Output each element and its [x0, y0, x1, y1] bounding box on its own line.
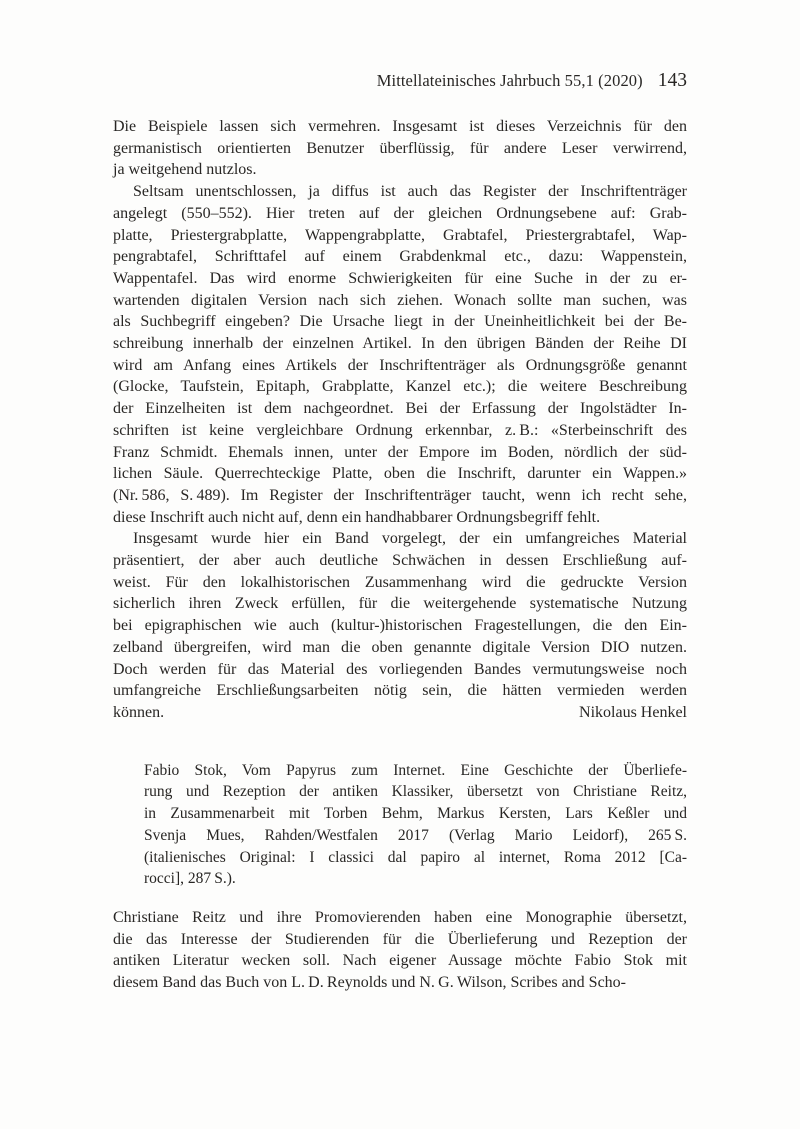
text-line: Die Beispiele lassen sich vermehren. Insgesamt ist dieses Verzeichnis für den [113, 118, 687, 135]
text-line: präsentiert, der aber auch deutliche Schwächen in dessen Erschließung auf- [113, 552, 687, 570]
text-line: weist. Für den lokalhistorischen Zusammenhang wird die gedruckte Version [113, 573, 687, 591]
text-line: (italienisches Original: I classici dal papiro al internet, Roma 2012 [Ca- [144, 848, 687, 866]
text-line: Insgesamt wurde hier ein Band vorgelegt, der ein umfangreiches Material [133, 530, 687, 548]
text-line: wird am Anfang eines Artikels der Inschriftenträger als Ordnungsgröße genannt [113, 356, 687, 374]
text-line: Wappentafel. Das wird enorme Schwierigkeiten für eine Suche in der zu er- [113, 269, 687, 287]
text-line: Fabio Stok, Vom Papyrus zum Internet. Eine Geschichte der Überliefe- [144, 761, 687, 779]
paragraph-intro [113, 116, 687, 181]
text-line: platte, Priestergrabplatte, Wappengrabplatte, Grabtafel, Priestergrabtafel, Wap- [113, 226, 687, 244]
text-line: germanistisch orientierten Benutzer überflüssig, für andere Leser verwirrend, [113, 139, 687, 157]
text-line: angelegt (550–552). Hier treten auf der gleichen Ordnungsebene auf: Grab- [113, 204, 687, 222]
text-line: rocci], 287 S.). [144, 870, 236, 888]
text-line: Franz Schmidt. Ehemals innen, unter der Empore im Boden, nördlich der süd- [113, 443, 687, 461]
page-content [113, 116, 687, 994]
paragraph-fazit [113, 528, 687, 723]
text-line: als Suchbegriff eingeben? Die Ursache liegt in der Uneinheitlichkeit bei der Be- [113, 313, 687, 331]
text-line: antiken Literatur wecken soll. Nach eigener Aussage möchte Fabio Stok mit [113, 952, 687, 970]
text-line: umfangreiche Erschließungsarbeiten nötig sein, die hätten vermieden werden [113, 682, 687, 700]
text-line [113, 702, 687, 724]
text-line: bei epigraphischen wie auch (kultur-)historischen Fragestellungen, die den Ein- [113, 617, 687, 635]
text-line: diesem Band das Buch von L. D. Reynolds und N. G. Wilson, Scribes and Scho- [113, 974, 626, 992]
text-line: ja weitgehend nutzlos. [113, 161, 257, 179]
journal-title: Mittellateinisches Jahrbuch 55,1 (2020) [376, 71, 643, 90]
text-line: (Nr. 586, S. 489). Im Register der Inschriftenträger taucht, wenn ich recht sehe, [113, 486, 687, 504]
page-number: 143 [657, 70, 687, 91]
text-line: Doch werden für das Material des vorliegenden Bandes vermutungsweise noch [113, 660, 687, 678]
text-line: diese Inschrift auch nicht auf, denn ein handhabbarer Ordnungsbegriff fehlt. [113, 508, 601, 526]
text-line: Seltsam unentschlossen, ja diffus ist auch das Register der Inschriftenträger [133, 183, 687, 201]
reviewer-signature: Nikolaus Henkel [579, 703, 687, 721]
paragraph-register [113, 181, 687, 528]
text-line: die das Interesse der Studierenden für die Überlieferung und Rezeption der [113, 930, 687, 948]
running-header [113, 70, 687, 92]
text-line: schreibung innerhalb der einzelnen Artikel. In den übrigen Bänden der Reihe DI [113, 335, 687, 353]
text-line: lichen Säule. Querrechteckige Platte, oben die Inschrift, darunter ein Wappen.» [113, 465, 687, 483]
text-line: zelband übergreifen, wird man die oben genannte digitale Version DIO nutzen. [113, 638, 687, 656]
text-line: pengrabtafel, Schrifttafel auf einem Grabdenkmal etc., dazu: Wappenstein, [113, 248, 687, 266]
review-reference [144, 760, 687, 890]
text-line: wartenden digitalen Version nach sich ziehen. Wonach sollte man suchen, was [113, 291, 687, 309]
text-line: Svenja Mues, Rahden/Westfalen 2017 (Verlag Mario Leidorf), 265 S. [144, 826, 687, 844]
text-line: (Glocke, Taufstein, Epitaph, Grabplatte, Kanzel etc.); die weitere Beschreibung [113, 378, 687, 396]
text-line: rung und Rezeption der antiken Klassiker, übersetzt von Christiane Reitz, [144, 783, 687, 801]
text-line: Christiane Reitz und ihre Promovierenden haben eine Monographie übersetzt, [113, 908, 687, 926]
text-line: sicherlich ihren Zweck erfüllen, für die weitergehende systematische Nutzung [113, 595, 687, 613]
text-line: schriften ist keine vergleichbare Ordnung erkennbar, z. B.: «Sterbeinschrift des [113, 421, 687, 439]
text-line: der Einzelheiten ist dem nachgeordnet. Bei der Erfassung der Ingolstädter In- [113, 400, 687, 418]
paragraph-last-words: können. [113, 703, 165, 721]
text-line: in Zusammenarbeit mit Torben Behm, Markus Kersten, Lars Keßler und [144, 805, 687, 823]
paragraph-reitz [113, 907, 687, 994]
